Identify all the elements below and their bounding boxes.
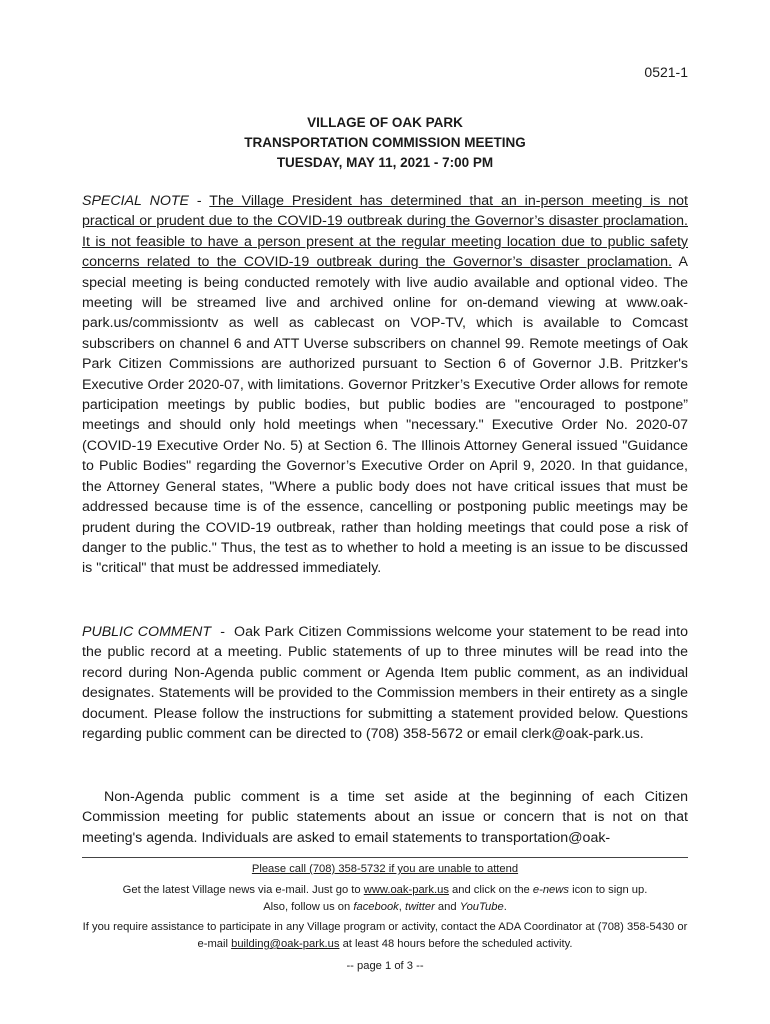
footer-ada xyxy=(82,919,688,953)
meeting-header xyxy=(0,113,770,173)
website-link[interactable]: www.oak-park.us xyxy=(363,884,449,896)
footer-follow-end: . xyxy=(503,901,507,913)
page-number: -- page 1 of 3 -- xyxy=(346,960,424,972)
footer-call xyxy=(82,861,688,878)
public-comment-text: Oak Park Citizen Commissions welcome your statement to be read into the public record at a meeting. Public statements of up to three minutes will be read into the record during Non-Agenda public comment or Agenda Item public comment, as an individual designates. Statements will be provided to the Commission members in their entirety as a single document. Please follow the instructions for submitting a statement provided below. Questions regarding public comment can be directed to (708) 358-5672 or email clerk@oak-park.us. xyxy=(82,624,688,743)
document-code: 0521-1 xyxy=(644,64,688,80)
footer-follow-sep: , xyxy=(398,901,405,913)
footer-ada-text-2: at least 48 hours before the scheduled activity. xyxy=(339,938,573,950)
special-note-separator: - xyxy=(189,193,210,209)
footer-news xyxy=(82,882,688,916)
non-agenda-paragraph: Non-Agenda public comment is a time set aside at the beginning of each Citizen Commission meeting for public statements about an issue or concern that is not on that meeting's agenda. Individuals are asked to email statements to transportation@oak- xyxy=(82,789,688,846)
footer-news-text-2: and click on the xyxy=(448,884,533,896)
ada-email-link[interactable]: building@oak-park.us xyxy=(231,938,340,950)
special-note-paragraph xyxy=(82,191,688,579)
public-comment-paragraph xyxy=(82,622,688,744)
facebook-label: facebook xyxy=(353,901,399,913)
youtube-label: YouTube xyxy=(459,901,504,913)
public-comment-separator: - xyxy=(211,624,235,640)
special-note-underlined: The Village President has determined that an in-person meeting is not practical or prudent due to the COVID-19 outbreak during the Governor’s disaster proclamation. It is not feasible to have a person present at the regular meeting location due to public safety concerns related to the COVID-19 outbreak during the Governor’s disaster proclamation. xyxy=(82,193,688,271)
special-note-label: SPECIAL NOTE xyxy=(82,193,189,209)
footer-divider xyxy=(82,857,688,858)
footer-news-line xyxy=(82,882,688,899)
public-comment-label: PUBLIC COMMENT xyxy=(82,624,212,640)
footer-follow-line xyxy=(82,899,688,916)
special-note-text: A special meeting is being conducted remotely with live audio available and optional video. The meeting will be streamed live and archived online for on-demand viewing at www.oak-park.us/commissiontv as well as cablecast on VOP-TV, which is available to Comcast subscribers on channel 6 and ATT Uverse subscribers on channel 99. Remote meetings of Oak Park Citizen Commissions are authorized pursuant to Section 6 of Governor J.B. Pritzker's Executive Order 2020-07, with limitations. Governor Pritzker’s Executive Order allows for remote participation meetings by public bodies, but public bodies are "encouraged to postpone” meetings and should only hold meetings when "necessary." Executive Order No. 2020-07 (COVID-19 Executive Order No. 5) at Section 6. The Illinois Attorney General issued "Guidance to Public Bodies" regarding the Governor’s Executive Order on April 9, 2020. In that guidance, the Attorney General states, "Where a public body does not have critical issues that must be addressed because time is of the essence, cancelling or postponing public meetings may be prudent during the COVID-19 outbreak, rather than holding meetings that could pose a risk of danger to the public." Thus, the test as to whether to hold a meeting is an issue to be discussed is "critical" that must be addressed immediately. xyxy=(82,254,688,577)
header-date: TUESDAY, MAY 11, 2021 - 7:00 PM xyxy=(276,155,494,170)
enews-label: e-news xyxy=(532,884,569,896)
footer-news-text-3: icon to sign up. xyxy=(568,884,648,896)
footer-ada-text: If you require assistance to participate in any Village program or activity, contact the ADA Coordinator at (708) 358-5430 or e-mail xyxy=(82,921,688,950)
header-village: VILLAGE OF OAK PARK xyxy=(307,115,463,130)
footer-news-text: Get the latest Village news via e-mail. Just go to xyxy=(122,884,364,896)
header-commission: TRANSPORTATION COMMISSION MEETING xyxy=(244,135,526,150)
footer-follow-and: and xyxy=(434,901,460,913)
footer-follow-text: Also, follow us on xyxy=(263,901,354,913)
twitter-label: twitter xyxy=(404,901,435,913)
footer-call-text: Please call (708) 358-5732 if you are unable to attend xyxy=(251,863,519,875)
